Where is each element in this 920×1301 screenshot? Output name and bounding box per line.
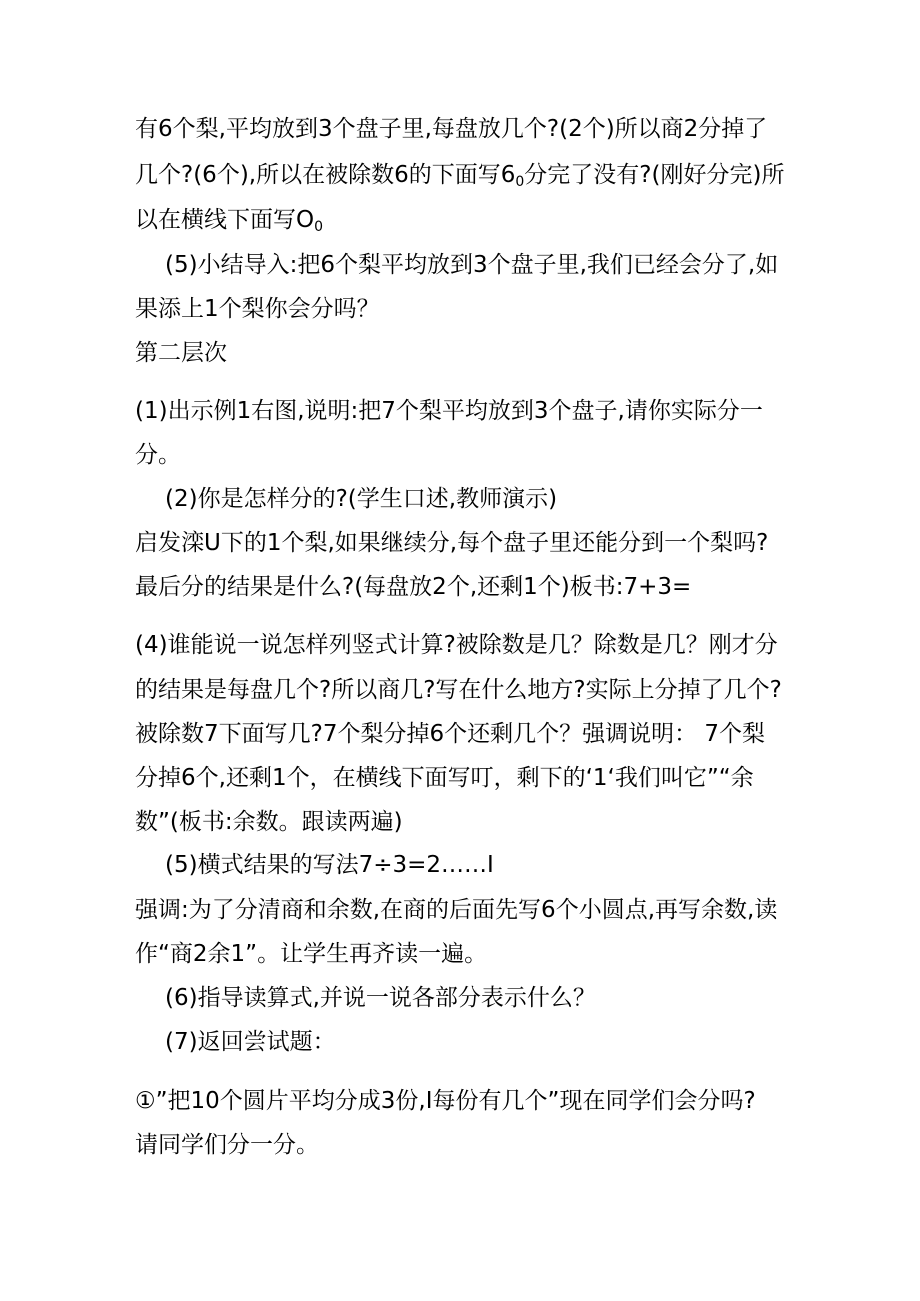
paragraph-line: 分掉6个,还剩1个，在横线下面写叮，剩下的‘1‘我们叫它”“余 — [135, 765, 754, 791]
paragraph-line: 分。 — [135, 442, 181, 468]
paragraph-line — [135, 205, 323, 242]
paragraph-line: (2)你是怎样分的?(学生口述,教师演示) — [165, 486, 558, 512]
subscript: 0 — [314, 219, 324, 235]
paragraph-line: 作“商2余1”。让学生再齐读一遍。 — [135, 941, 488, 967]
paragraph-line: ①”把10个圆片平均分成3份,I每份有几个”现在同学们会分吗? — [135, 1088, 756, 1114]
line-text: 以在横线下面写O — [135, 207, 315, 233]
line-text: 分完了没有?(刚好分完)所 — [524, 162, 785, 188]
paragraph-line: 请同学们分一分。 — [135, 1132, 319, 1158]
paragraph-line: (4)谁能说一说怎样列竖式计算?被除数是几？除数是几？刚才分 — [135, 632, 778, 658]
paragraph-line: 果添上1个梨你会分吗？ — [135, 296, 380, 322]
paragraph-line: 被除数7下面写几?7个梨分掉6个还剩几个？强调说明： 7个梨 — [135, 721, 766, 747]
paragraph-line: 数”(板书:余数。跟读两遍) — [135, 809, 403, 835]
section-heading: 第二层次 — [135, 340, 227, 366]
paragraph-line: 最后分的结果是什么?(每盘放2个,还剩1个)板书:7+3= — [135, 574, 692, 600]
paragraph-line — [135, 160, 784, 197]
paragraph-line: (1)出示例1右图,说明:把7个梨平均放到3个盘子,请你实际分一 — [135, 398, 763, 424]
paragraph-line: 强调:为了分清商和余数,在商的后面先写6个小圆点,再写余数,读 — [135, 897, 778, 923]
paragraph-line: (5)横式结果的写法7÷3=2……I — [165, 852, 494, 878]
paragraph-line: 有6个梨,平均放到3个盘子里,每盘放几个?(2个)所以商2分掉了 — [135, 116, 768, 142]
paragraph-line: 启发滦U下的1个梨,如果继续分,每个盘子里还能分到一个梨吗? — [135, 530, 769, 556]
paragraph-line: 的结果是每盘几个?所以商几?写在什么地方?实际上分掉了几个? — [135, 677, 782, 703]
line-text: 几个?(6个),所以在被除数6的下面写6 — [135, 162, 516, 188]
paragraph-line: (7)返回尝试题： — [165, 1029, 336, 1055]
subscript: 0 — [515, 174, 525, 190]
paragraph-line: (6)指导读算式,并说一说各部分表示什么？ — [165, 985, 596, 1011]
paragraph-line: (5)小结导入:把6个梨平均放到3个盘子里,我们已经会分了,如 — [165, 252, 779, 278]
